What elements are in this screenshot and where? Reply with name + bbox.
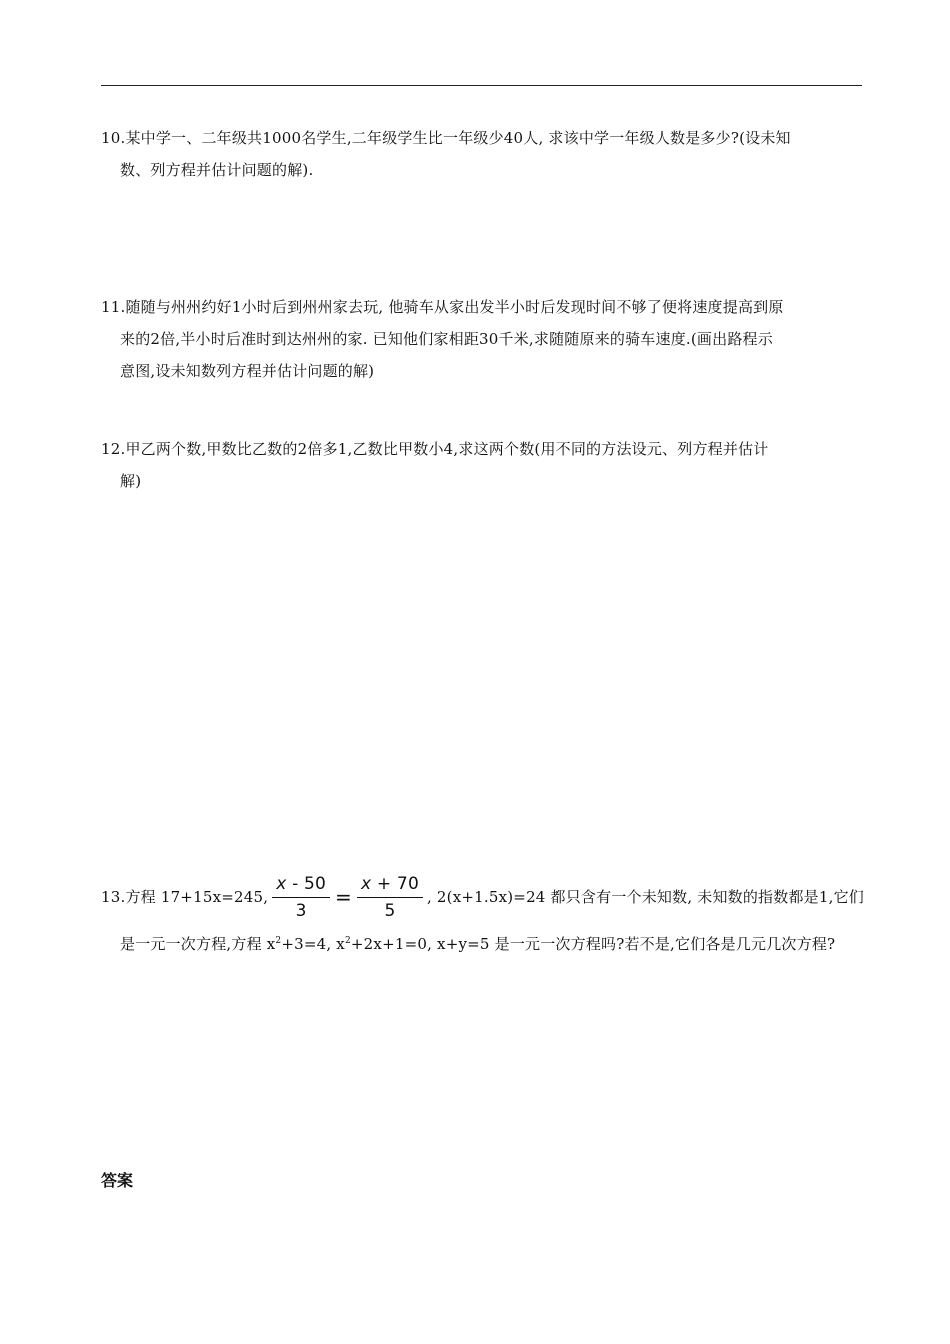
question-13-suffix: , 2(x+1.5x)=24 都只含有一个未知数, 未知数的指数都是1,它们 (426, 888, 864, 906)
question-13-line-2-part-c: +2x+1=0, x+y=5 是一元一次方程吗?若不是,它们各是几元几次方程? (350, 935, 836, 953)
fraction-1-numerator (272, 873, 330, 898)
fraction-1-variable: x (276, 873, 287, 894)
question-11-line-2: 来的2倍,半小时后准时到达州州的家. 已知他们家相距30千米,求随随原来的骑车速度.(画出路程示 (120, 330, 773, 348)
question-10-line-1: 10.某中学一、二年级共1000名学生,二年级学生比一年级少40人, 求该中学一年级人数是多少?(设未知 (101, 129, 791, 147)
question-13-line-1 (101, 866, 863, 928)
fraction-2-numerator (357, 873, 423, 898)
header-rule (101, 85, 862, 86)
question-10 (101, 122, 863, 186)
question-12 (101, 433, 863, 497)
question-10-line-2: 数、列方程并估计问题的解). (120, 161, 314, 179)
question-13-line-2-part-a: 是一元一次方程,方程 x (120, 935, 276, 953)
fraction-2-numerator-rest: + 70 (371, 873, 419, 894)
fraction-2-variable: x (361, 873, 372, 894)
question-13-prefix: 13.方程 17+15x=245, (101, 888, 269, 906)
question-13 (101, 866, 863, 960)
question-12-line-1: 12.甲乙两个数,甲数比乙数的2倍多1,乙数比甲数小4,求这两个数(用不同的方法设元、列方程并估计 (101, 440, 769, 458)
fraction-2-denominator: 5 (384, 900, 396, 921)
question-13-line-2-part-b: +3=4, x (281, 935, 345, 953)
question-11-line-3: 意图,设未知数列方程并估计问题的解) (120, 362, 375, 380)
fraction-x-plus-70-over-5 (357, 873, 423, 922)
question-11-line-1: 11.随随与州州约好1小时后到州州家去玩, 他骑车从家出发半小时后发现时间不够了便将速度提高到原 (101, 298, 784, 316)
fraction-x-minus-50-over-3 (272, 873, 330, 922)
fraction-1-denominator: 3 (295, 900, 307, 921)
question-13-line-2 (101, 928, 863, 960)
question-12-line-2: 解) (120, 472, 142, 490)
exponent-1: 2 (275, 936, 282, 946)
question-11 (101, 291, 863, 387)
answer-heading: 答案 (101, 1171, 134, 1190)
exponent-2: 2 (344, 936, 351, 946)
fraction-1-numerator-rest: - 50 (286, 873, 327, 894)
equals-sign: = (335, 885, 353, 909)
